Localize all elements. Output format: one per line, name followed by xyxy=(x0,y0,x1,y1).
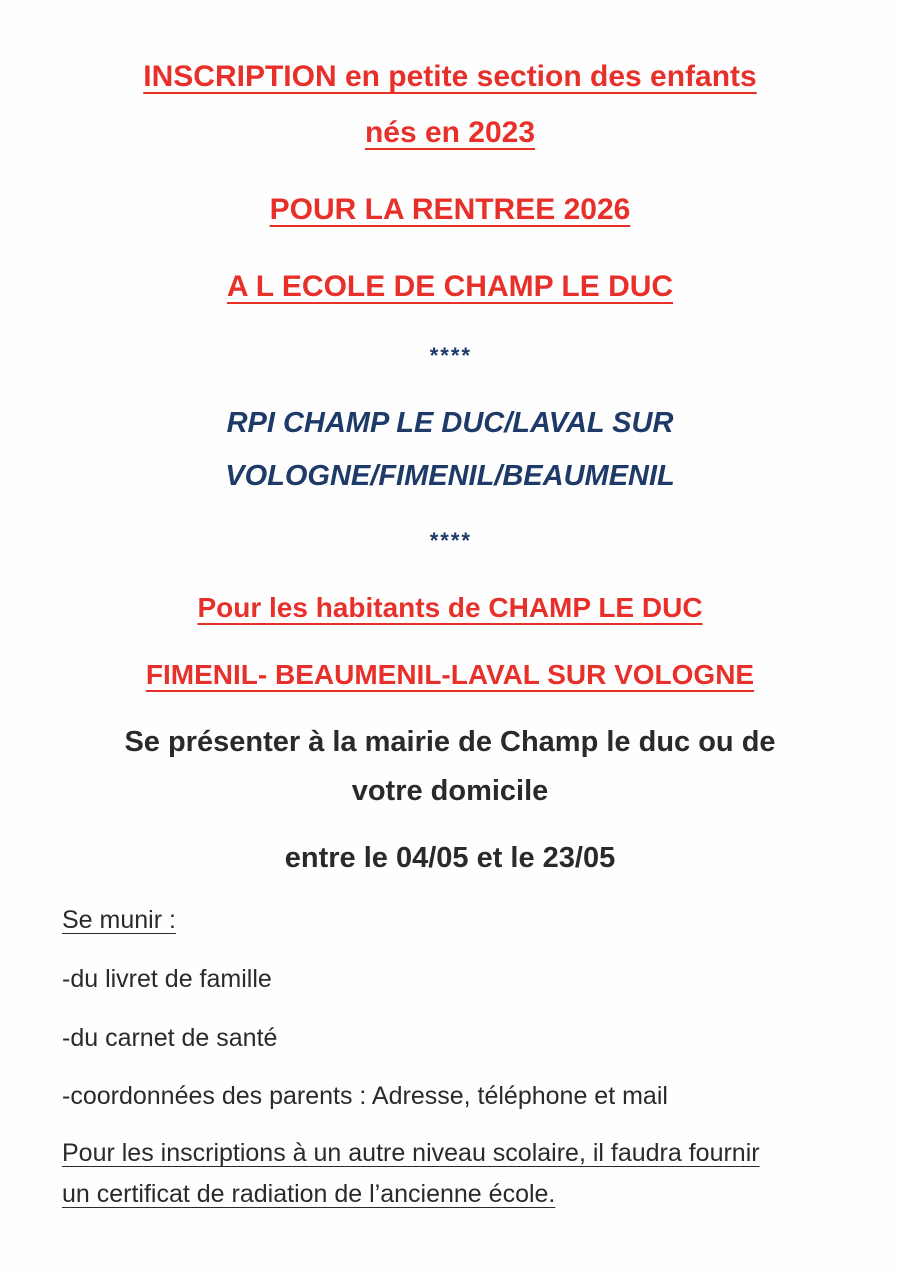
instruction-line-2: votre domicile xyxy=(351,775,549,807)
document-item-2: -du carnet de santé xyxy=(62,1024,278,1052)
rpi-line-1: RPI CHAMP LE DUC/LAVAL SUR xyxy=(226,407,674,439)
rpi-line-2: VOLOGNE/FIMENIL/BEAUMENIL xyxy=(225,460,675,492)
title-line-4: A L ECOLE DE CHAMP LE DUC xyxy=(226,270,674,303)
title-line-1: INSCRIPTION en petite section des enfants xyxy=(143,60,757,93)
separator-bottom: **** xyxy=(428,528,472,553)
title-line-2: nés en 2023 xyxy=(364,116,536,149)
instruction-line-1: Se présenter à la mairie de Champ le duc ou de xyxy=(124,726,776,758)
residents-line-2: FIMENIL- BEAUMENIL-LAVAL SUR VOLOGNE xyxy=(145,659,755,690)
document-item-1: -du livret de famille xyxy=(62,965,272,993)
document-item-3: -coordonnées des parents : Adresse, téléphone et mail xyxy=(62,1082,668,1110)
documents-heading: Se munir : xyxy=(62,906,176,934)
note-line-2: un certificat de radiation de l’ancienne école. xyxy=(62,1180,556,1208)
title-line-3: POUR LA RENTREE 2026 xyxy=(269,193,631,226)
note-line-1: Pour les inscriptions à un autre niveau scolaire, il faudra fournir xyxy=(62,1139,760,1167)
separator-top: **** xyxy=(428,343,472,368)
registration-dates: entre le 04/05 et le 23/05 xyxy=(284,842,616,874)
residents-line-1: Pour les habitants de CHAMP LE DUC xyxy=(197,592,703,623)
